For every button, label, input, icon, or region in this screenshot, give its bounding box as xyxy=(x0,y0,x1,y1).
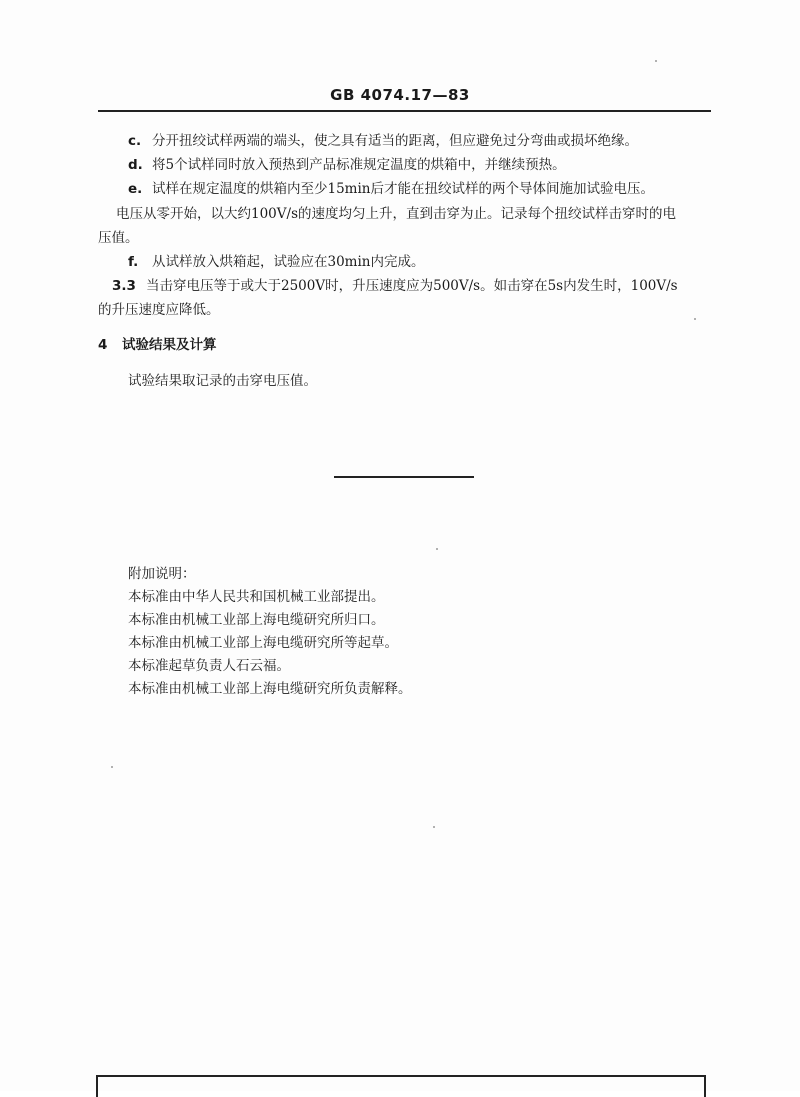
voltage-paragraph-line1: 电压从零开始，以大约100V/s的速度均匀上升，直到击穿为止。记录每个扭绞试样击穿时的电 xyxy=(116,206,676,222)
notes-line: 本标准由机械工业部上海电缆研究所等起草。 xyxy=(128,635,398,651)
scan-speck xyxy=(111,766,113,768)
scan-speck xyxy=(436,548,438,550)
list-item-text: 分开扭绞试样两端的端头，使之具有适当的距离，但应避免过分弯曲或损坏绝缘。 xyxy=(152,133,638,149)
list-marker: d. xyxy=(128,157,143,173)
scan-speck xyxy=(655,60,657,62)
list-marker: c. xyxy=(128,133,142,149)
list-item-c xyxy=(128,132,638,150)
section-4-body: 试验结果取记录的击穿电压值。 xyxy=(128,373,317,389)
notes-line: 本标准起草负责人石云福。 xyxy=(128,658,290,674)
voltage-paragraph-line2: 压值。 xyxy=(98,230,139,246)
clause-text: 当击穿电压等于或大于2500V时，升压速度应为500V/s。如击穿在5s内发生时，100V/s xyxy=(146,278,678,294)
page-header-title: GB 4074.17—83 xyxy=(330,86,470,104)
list-item-text: 试样在规定温度的烘箱内至少15min后才能在扭绞试样的两个导体间施加试验电压。 xyxy=(152,181,654,197)
end-rule xyxy=(334,476,474,478)
notes-line: 本标准由中华人民共和国机械工业部提出。 xyxy=(128,589,385,605)
list-item-d xyxy=(128,156,566,174)
section-heading: 试验结果及计算 xyxy=(122,337,217,353)
notes-line: 本标准由机械工业部上海电缆研究所负责解释。 xyxy=(128,681,412,697)
list-item-f xyxy=(128,253,425,271)
list-item-text: 将5个试样同时放入预热到产品标准规定温度的烘箱中，并继续预热。 xyxy=(152,157,566,173)
list-item-e xyxy=(128,180,654,198)
list-marker: f. xyxy=(128,254,139,270)
clause-3-3-line2: 的升压速度应降低。 xyxy=(98,302,220,318)
notes-line: 本标准由机械工业部上海电缆研究所归口。 xyxy=(128,612,385,628)
clause-3-3-line1 xyxy=(112,277,678,295)
list-marker: e. xyxy=(128,181,143,197)
list-item-text: 从试样放入烘箱起，试验应在30min内完成。 xyxy=(152,254,425,270)
section-4-heading xyxy=(98,336,217,354)
notes-heading: 附加说明： xyxy=(128,566,196,582)
scan-speck xyxy=(433,826,435,828)
bottom-frame xyxy=(96,1075,706,1097)
header-rule xyxy=(98,110,711,112)
section-number: 4 xyxy=(98,337,108,353)
clause-number: 3.3 xyxy=(112,278,136,294)
scan-speck xyxy=(694,318,696,320)
